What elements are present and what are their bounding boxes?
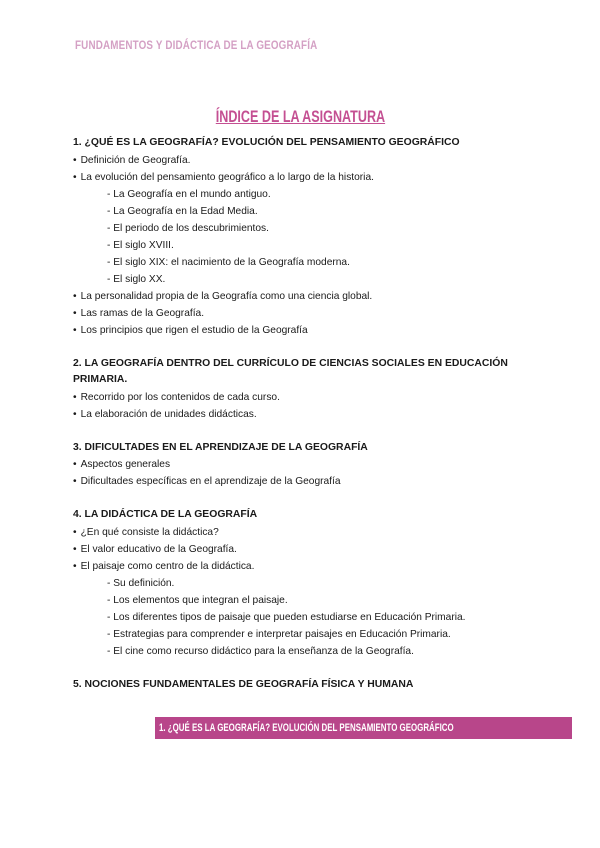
list-item: • Los principios que rigen el estudio de la Geografía [73, 322, 543, 339]
sub-item: - Los diferentes tipos de paisaje que pueden estudiarse en Educación Primaria. [107, 611, 466, 623]
section-2-title: 2. LA GEOGRAFÍA DENTRO DEL CURRÍCULO DE CIENCIAS SOCIALES EN EDUCACIÓN [73, 357, 508, 369]
index-content [73, 135, 543, 693]
spacer [73, 490, 543, 507]
index-title: ÍNDICE DE LA ASIGNATURA [215, 107, 385, 126]
sub-item: - La Geografía en la Edad Media. [107, 205, 258, 217]
running-header: FUNDAMENTOS Y DIDÁCTICA DE LA GEOGRAFÍA [75, 38, 318, 52]
list-item: • Definición de Geografía. [73, 152, 543, 169]
list-item: • La personalidad propia de la Geografía como una ciencia global. [73, 288, 543, 305]
section-3-title: 3. DIFICULTADES EN EL APRENDIZAJE DE LA GEOGRAFÍA [73, 441, 368, 453]
list-item: • Las ramas de la Geografía. [73, 305, 543, 322]
section-1-title: 1. ¿QUÉ ES LA GEOGRAFÍA? EVOLUCIÓN DEL PENSAMIENTO GEOGRÁFICO [73, 137, 460, 148]
sub-item: - La Geografía en el mundo antiguo. [107, 188, 271, 200]
spacer [73, 660, 543, 677]
spacer [73, 423, 543, 440]
sub-item: - El cine como recurso didáctico para la enseñanza de la Geografía. [107, 645, 414, 657]
list-item: • La elaboración de unidades didácticas. [73, 406, 543, 423]
spacer [73, 339, 543, 356]
sub-item: - El periodo de los descubrimientos. [107, 222, 269, 234]
sub-item: - Su definición. [107, 577, 175, 589]
sub-item: - Estrategias para comprender e interpretar paisajes en Educación Primaria. [107, 628, 451, 640]
index-title-wrap [0, 107, 600, 127]
sub-item: - El siglo XIX: el nacimiento de la Geografía moderna. [107, 256, 350, 268]
section-5-title: 5. NOCIONES FUNDAMENTALES DE GEOGRAFÍA FÍSICA Y HUMANA [73, 678, 414, 690]
list-item: • El paisaje como centro de la didáctica. [73, 558, 543, 575]
section-2-title-cont: PRIMARIA. [73, 374, 128, 385]
list-item: • ¿En qué consiste la didáctica? [73, 524, 543, 541]
list-item: • Dificultades específicas en el aprendizaje de la Geografía [73, 473, 543, 490]
sub-item: - El siglo XX. [107, 273, 166, 285]
sub-item: - Los elementos que integran el paisaje. [107, 594, 288, 606]
sub-item: - El siglo XVIII. [107, 239, 174, 251]
list-item: • El valor educativo de la Geografía. [73, 541, 543, 558]
chapter-banner [155, 717, 572, 739]
section-4-title: 4. LA DIDÁCTICA DE LA GEOGRAFÍA [73, 509, 258, 520]
list-item: • Recorrido por los contenidos de cada curso. [73, 389, 543, 406]
list-item: • Aspectos generales [73, 456, 543, 473]
chapter-banner-text: 1. ¿QUÉ ES LA GEOGRAFÍA? EVOLUCIÓN DEL PENSAMIENTO GEOGRÁFICO [159, 722, 454, 734]
list-item: • La evolución del pensamiento geográfico a lo largo de la historia. [73, 169, 543, 186]
